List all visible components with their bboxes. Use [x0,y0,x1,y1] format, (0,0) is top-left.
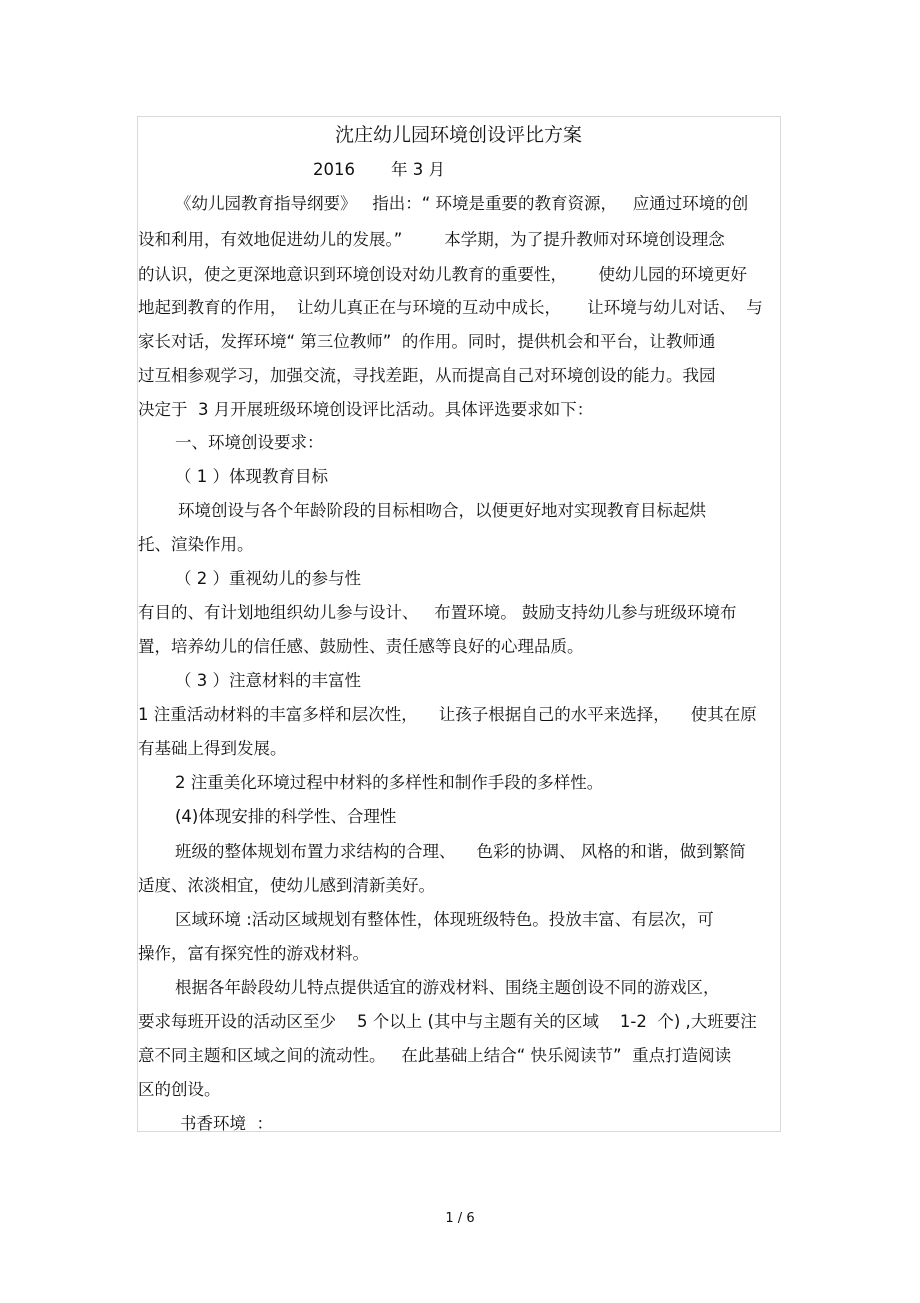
paragraph-line: 置，培养幼儿的信任感、鼓励性、责任感等良好的心理品质。 [138,637,584,656]
subheading: 书香环境 ： [180,1114,273,1133]
paragraph-line: 操作，富有探究性的游戏材料。 [138,944,369,963]
section-heading: 一、环境创设要求： [175,433,324,452]
subheading: （ 1 ）体现教育目标 [175,467,328,486]
paragraph-line: 托、渲染作用。 [138,535,254,554]
page-number: 1 / 6 [445,1211,475,1226]
subheading: （ 2 ）重视幼儿的参与性 [175,569,361,588]
paragraph-line: 要求每班开设的活动区至少 5 个以上 (其中与主题有关的区域 1-2 个) ,大班要注 [138,1012,757,1031]
paragraph-line: 有目的、有计划地组织幼儿参与设计、 布置环境。 鼓励支持幼儿参与班级环境布 [138,603,737,622]
date-year: 2016 [313,160,355,179]
paragraph-line: 家长对话，发挥环境“ 第三位教师” 的作用。同时，提供机会和平台，让教师通 [138,332,716,351]
paragraph-line: 区域环境 :活动区域规划有整体性，体现班级特色。投放丰富、有层次，可 [175,910,714,929]
paragraph-line: 1 注重活动材料的丰富多样和层次性， 让孩子根据自己的水平来选择， 使其在原 [138,705,757,724]
paragraph-line: 2 注重美化环境过程中材料的多样性和制作手段的多样性。 [175,773,604,792]
paragraph-line: 区的创设。 [138,1080,221,1099]
paragraph-line: 设和利用，有效地促进幼儿的发展。” 本学期，为了提升教师对环境创设理念 [138,230,725,249]
paragraph-line: 班级的整体规划布置力求结构的合理、 色彩的协调、 风格的和谐，做到繁简 [175,842,746,861]
paragraph-line: 地起到教育的作用， 让幼儿真正在与环境的互动中成长， 让环境与幼儿对话、 与 [138,298,763,317]
paragraph-line: 决定于 3 月开展班级环境创设评比活动。具体评选要求如下： [138,400,594,419]
paragraph-line: 有基础上得到发展。 [138,739,287,758]
paragraph-line: 过互相参观学习，加强交流，寻找差距，从而提高自己对环境创设的能力。我园 [138,366,716,385]
paragraph-line: 环境创设与各个年龄阶段的目标相吻合，以便更好地对实现教育目标起烘 [178,501,706,520]
paragraph-line: 《幼儿园教育指导纲要》 指出：“ 环境是重要的教育资源， 应通过环境的创 [175,194,749,213]
subheading: (4)体现安排的科学性、合理性 [175,807,397,826]
date-month: 年 3 月 [391,160,445,179]
document-title: 沈庄幼儿园环境创设评比方案 [335,124,583,146]
paragraph-line: 根据各年龄段幼儿特点提供适宜的游戏材料、围绕主题创设不同的游戏区， [175,978,720,997]
paragraph-line: 意不同主题和区域之间的流动性。 在此基础上结合“ 快乐阅读节” 重点打造阅读 [138,1046,732,1065]
paragraph-line: 适度、浓淡相宜，使幼儿感到清新美好。 [138,876,435,895]
subheading: （ 3 ）注意材料的丰富性 [175,671,361,690]
paragraph-line: 的认识，使之更深地意识到环境创设对幼儿教育的重要性， 使幼儿园的环境更好 [138,265,747,284]
